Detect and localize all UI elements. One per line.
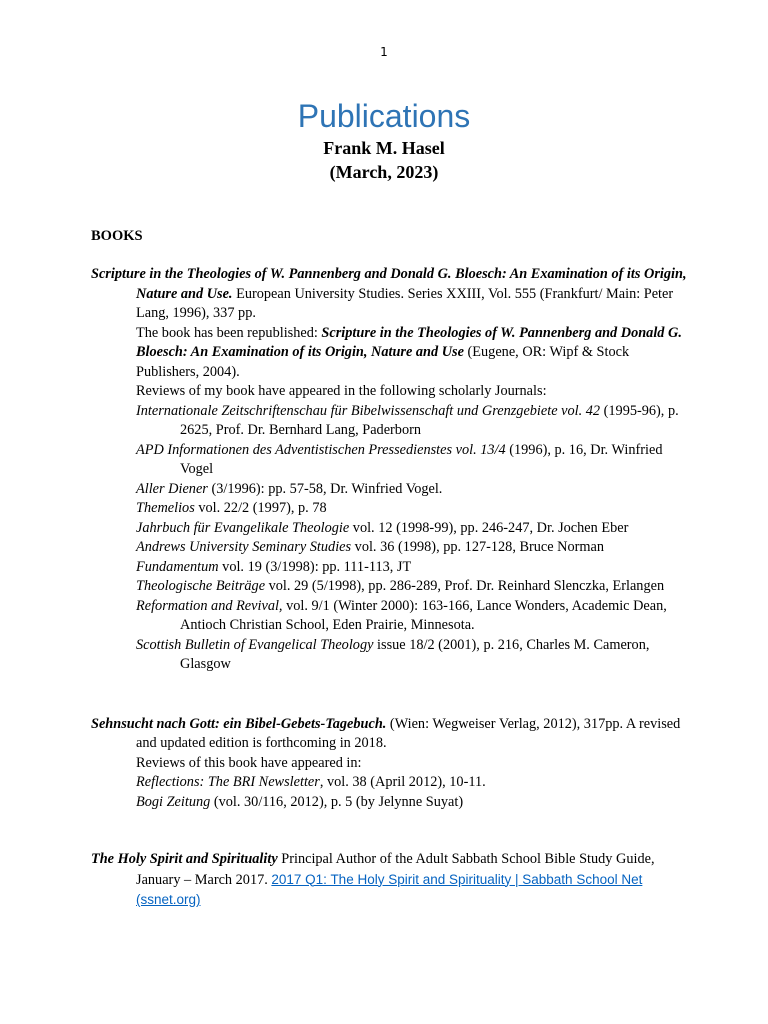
review-details: vol. 12 (1998-99), pp. 246-247, Dr. Jochen Eber: [349, 519, 629, 536]
review-details: issue 18/2 (2001), p. 216, Charles M. Cameron, Glasgow: [180, 636, 650, 672]
review-journal: Reflections: The BRI Newsletter: [136, 774, 320, 790]
page-number: 1: [380, 45, 388, 59]
book-title: The Holy Spirit and Spirituality: [91, 851, 278, 867]
republished-details: (Eugene, OR: Wipf & Stock Publishers, 2004).: [136, 344, 630, 380]
book-entry: [91, 850, 691, 911]
book-title: Scripture in the Theologies of W. Pannenberg and Donald G. Bloesch: An Examination of its Origin, Nature and Use.: [91, 266, 687, 302]
review-details: , vol. 38 (April 2012), 10-11.: [319, 774, 486, 790]
book-title: Sehnsucht nach Gott: ein Bibel-Gebets-Tagebuch.: [91, 715, 387, 732]
page-title: Publications: [297, 98, 471, 134]
publication-list: [91, 265, 691, 911]
review-item: [91, 402, 691, 441]
review-journal: Theologische Beiträge: [136, 578, 266, 594]
book-details: (Wien: Wegweiser Verlag, 2012), 317pp. A revised and updated edition is forthcoming in 2018.: [136, 715, 681, 751]
review-details: vol. 36 (1998), pp. 127-128, Bruce Norman: [351, 539, 605, 555]
review-details: (1995-96), p. 2625, Prof. Dr. Bernhard Lang, Paderborn: [180, 402, 679, 438]
book-entry: [91, 715, 691, 754]
book-details: European University Studies. Series XXIII, Vol. 555 (Frankfurt/ Main: Peter Lang, 1996), 337 pp.: [136, 285, 674, 321]
review-item: [91, 519, 691, 539]
review-item: [91, 636, 691, 675]
review-details: vol. 22/2 (1997), p. 78: [194, 500, 327, 516]
republished-prefix: The book has been republished:: [136, 324, 322, 341]
review-journal: Fundamentum: [136, 558, 219, 575]
reviews-intro: Reviews of this book have appeared in:: [136, 754, 362, 771]
review-journal: Andrews University Seminary Studies: [136, 539, 352, 555]
review-details: (vol. 30/116, 2012), p. 5 (by Jelynne Suyat): [210, 793, 464, 810]
review-journal: Bogi Zeitung: [136, 793, 211, 810]
review-journal: Aller Diener: [136, 480, 208, 497]
review-journal: Themelios: [136, 500, 195, 516]
ssnet-link[interactable]: 2017 Q1: The Holy Spirit and Spirituality | Sabbath School Net (ssnet.org): [136, 871, 643, 907]
review-details: vol. 29 (5/1998), pp. 286-289, Prof. Dr. Reinhard Slenczka, Erlangen: [265, 578, 665, 594]
review-item: [91, 773, 691, 793]
republished-note: [91, 324, 691, 383]
review-item: [91, 793, 691, 813]
review-journal: APD Informationen des Adventistischen Pressedienstes vol. 13/4: [136, 441, 506, 458]
republished-title: Scripture in the Theologies of W. Pannenberg and Donald G. Bloesch: An Examination of its Origin, Nature and Use: [136, 324, 682, 360]
review-item: [91, 480, 691, 500]
section-heading-books: BOOKS: [91, 228, 143, 244]
review-details: vol. 9/1 (Winter 2000): 163-166, Lance Wonders, Academic Dean, Antioch Christian School, Eden Prairie, Minnesota.: [180, 597, 667, 633]
book-entry: [91, 265, 691, 324]
review-item: [91, 558, 691, 578]
review-item: [91, 577, 691, 597]
document-date: (March, 2023): [329, 162, 439, 182]
review-details: vol. 19 (3/1998): pp. 111-113, JT: [218, 558, 412, 575]
review-journal: Scottish Bulletin of Evangelical Theology: [136, 636, 374, 653]
review-item: [91, 597, 691, 636]
review-details: (3/1996): pp. 57-58, Dr. Winfried Vogel.: [207, 480, 443, 497]
review-details: (1996), p. 16, Dr. Winfried Vogel: [180, 441, 663, 477]
review-item: [91, 441, 691, 480]
review-item: [91, 538, 691, 558]
review-journal: Jahrbuch für Evangelikale Theologie: [136, 519, 350, 536]
book-details: Principal Author of the Adult Sabbath School Bible Study Guide, January – March 2017.: [136, 851, 655, 888]
author-name: Frank M. Hasel: [323, 138, 445, 158]
review-item: [91, 499, 691, 519]
review-journal: Reformation and Revival,: [136, 597, 283, 614]
review-journal: Internationale Zeitschriftenschau für Bibelwissenschaft und Grenzgebiete vol. 42: [136, 402, 601, 419]
reviews-intro: Reviews of my book have appeared in the following scholarly Journals:: [136, 383, 547, 399]
